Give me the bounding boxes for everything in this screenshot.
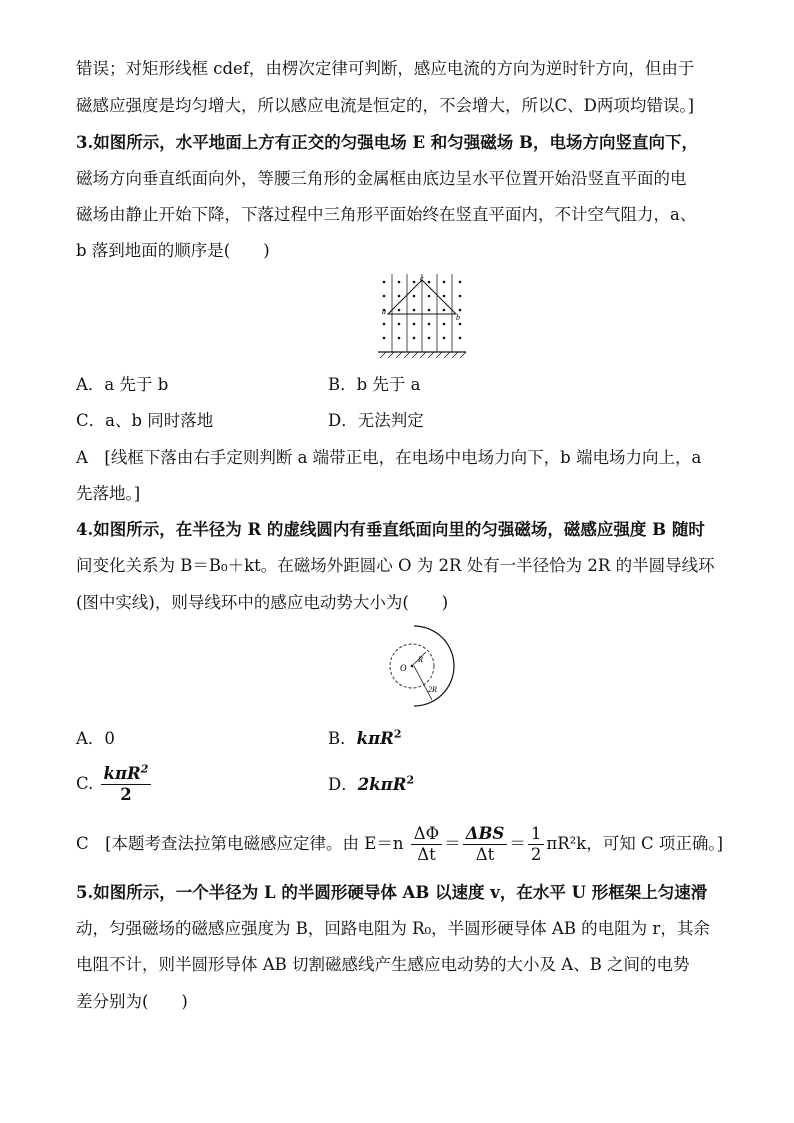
field-dot	[459, 295, 462, 298]
option-fraction	[101, 764, 152, 805]
field-dot	[459, 281, 462, 284]
q3-stem-line-3: 磁场由静止开始下降，下落过程中三角形平面始终在竖直平面内，不计空气阻力，a、	[76, 205, 697, 224]
answer-suffix: πR²k，可知 C 项正确。]	[546, 834, 724, 853]
q3-stem-line-1: 3.如图所示，水平地面上方有正交的匀强电场 E 和匀强磁场 B，电场方向竖直向下，	[76, 133, 698, 152]
field-dot	[413, 323, 416, 326]
label-b: b	[456, 313, 460, 322]
field-dot	[398, 309, 401, 312]
prev-paragraph-line-2: 磁感应强度是均匀增大，所以感应电流是恒定的，不会增大，所以C、D两项均错误。]	[76, 96, 695, 115]
option-exponent: 2	[393, 727, 402, 741]
field-dot	[443, 309, 446, 312]
fraction-denominator: 2	[530, 845, 542, 864]
radius-2r-line	[414, 666, 432, 700]
option-expression: kπR	[356, 729, 394, 748]
q4-option-a: A．0	[76, 729, 115, 748]
fraction-dphi-dt	[411, 824, 442, 865]
q5-stem-line-2: 动，匀强磁场的磁感应强度为 B，回路电阻为 R₀，半圆形硬导体 AB 的电阻为 r，其余	[76, 919, 710, 938]
q3-stem-line-4: b 落到地面的顺序是( )	[76, 241, 270, 260]
field-dot	[428, 337, 431, 340]
field-dot	[428, 281, 431, 284]
fraction-numerator: 1	[528, 824, 545, 845]
q4-answer	[76, 824, 723, 865]
fraction-denominator: Δt	[475, 845, 495, 864]
field-dot	[398, 281, 401, 284]
option-letter: C.	[76, 774, 94, 793]
q3-stem-line-2: 磁场方向垂直纸面向外，等腰三角形的金属框由底边呈水平位置开始沿竖直平面的电	[76, 169, 687, 188]
q5-stem-line-4: 差分别为( )	[76, 992, 188, 1011]
fraction-numerator: ΔBS	[463, 824, 508, 845]
prev-paragraph-line-1: 错误；对矩形线框 cdef，由楞次定律可判断，感应电流的方向为逆时针方向，但由于	[76, 59, 695, 78]
field-dot	[459, 337, 462, 340]
field-dot	[443, 281, 446, 284]
q3-option-b: B．b 先于 a	[328, 375, 421, 394]
field-dot	[413, 281, 416, 284]
field-dot	[398, 337, 401, 340]
fraction-one-half	[528, 824, 545, 865]
field-dot	[459, 323, 462, 326]
option-exponent: 2	[406, 773, 415, 787]
field-dot	[383, 295, 386, 298]
q4-option-c	[76, 764, 153, 805]
q4-option-d	[328, 774, 414, 796]
field-dot	[383, 281, 386, 284]
label-a: a	[382, 307, 386, 316]
field-dot	[413, 337, 416, 340]
q5-stem-line-3: 电阻不计，则半圆形导体 AB 切割磁感线产生感应电动势的大小及 A、B 之间的电势	[76, 955, 690, 974]
fraction-numerator: kπR$^2$	[101, 764, 152, 785]
field-dot	[413, 309, 416, 312]
center-point	[411, 665, 414, 668]
q4-stem-line-3: (图中实线)，则导线环中的感应电动势大小为( )	[76, 593, 449, 612]
q4-circle-figure	[370, 624, 470, 714]
label-c: c	[420, 274, 424, 283]
q4-option-b	[328, 728, 402, 750]
equals-sign: ＝	[509, 834, 526, 853]
option-letter: B．	[328, 729, 357, 748]
equals-sign: ＝	[444, 834, 461, 853]
q3-answer-line-2: 先落地。]	[76, 484, 141, 503]
q3-field-triangle-figure	[376, 272, 468, 362]
q4-stem-line-2: 间变化关系为 B＝B₀＋kt。在磁场外距圆心 O 为 2R 处有一半径恰为 2R 的半圆导线环	[76, 556, 715, 575]
q3-option-c: C．a、b 同时落地	[76, 411, 214, 430]
field-dot	[398, 295, 401, 298]
field-dot	[398, 323, 401, 326]
fraction-denominator: Δt	[417, 845, 436, 864]
fraction-denominator: 2	[120, 785, 132, 804]
field-dot	[428, 295, 431, 298]
field-dot	[443, 323, 446, 326]
option-expression: 2kπR	[357, 775, 407, 794]
label-o: O	[400, 663, 407, 673]
field-dot	[443, 295, 446, 298]
field-dot	[428, 323, 431, 326]
fraction-dbs-dt	[463, 824, 508, 865]
ground-hatching	[380, 352, 466, 358]
answer-prefix: C [本题考查法拉第电磁感应定律。由 E＝n	[76, 834, 404, 853]
q3-answer-line-1: A [线框下落由右手定则判断 a 端带正电，在电场中电场力向下，b 端电场力向上，a	[76, 448, 702, 467]
field-dot	[459, 309, 462, 312]
q5-stem-line-1: 5.如图所示，一个半径为 L 的半圆形硬导体 AB 以速度 v，在水平 U 形框架上匀速滑	[76, 883, 708, 902]
fraction-numerator: ΔΦ	[411, 824, 442, 845]
field-dot	[428, 309, 431, 312]
option-letter: D．	[328, 775, 358, 794]
q4-stem-line-1: 4.如图所示，在半径为 R 的虚线圆内有垂直纸面向里的匀强磁场，磁感应强度 B 随时	[76, 520, 705, 539]
field-dot	[443, 337, 446, 340]
q3-option-d: D．无法判定	[328, 411, 424, 430]
field-dot	[413, 295, 416, 298]
field-dot	[383, 323, 386, 326]
q3-option-a: A．a 先于 b	[76, 375, 169, 394]
label-2r: 2R	[428, 685, 437, 694]
field-dot	[383, 337, 386, 340]
label-r: R	[418, 655, 423, 664]
